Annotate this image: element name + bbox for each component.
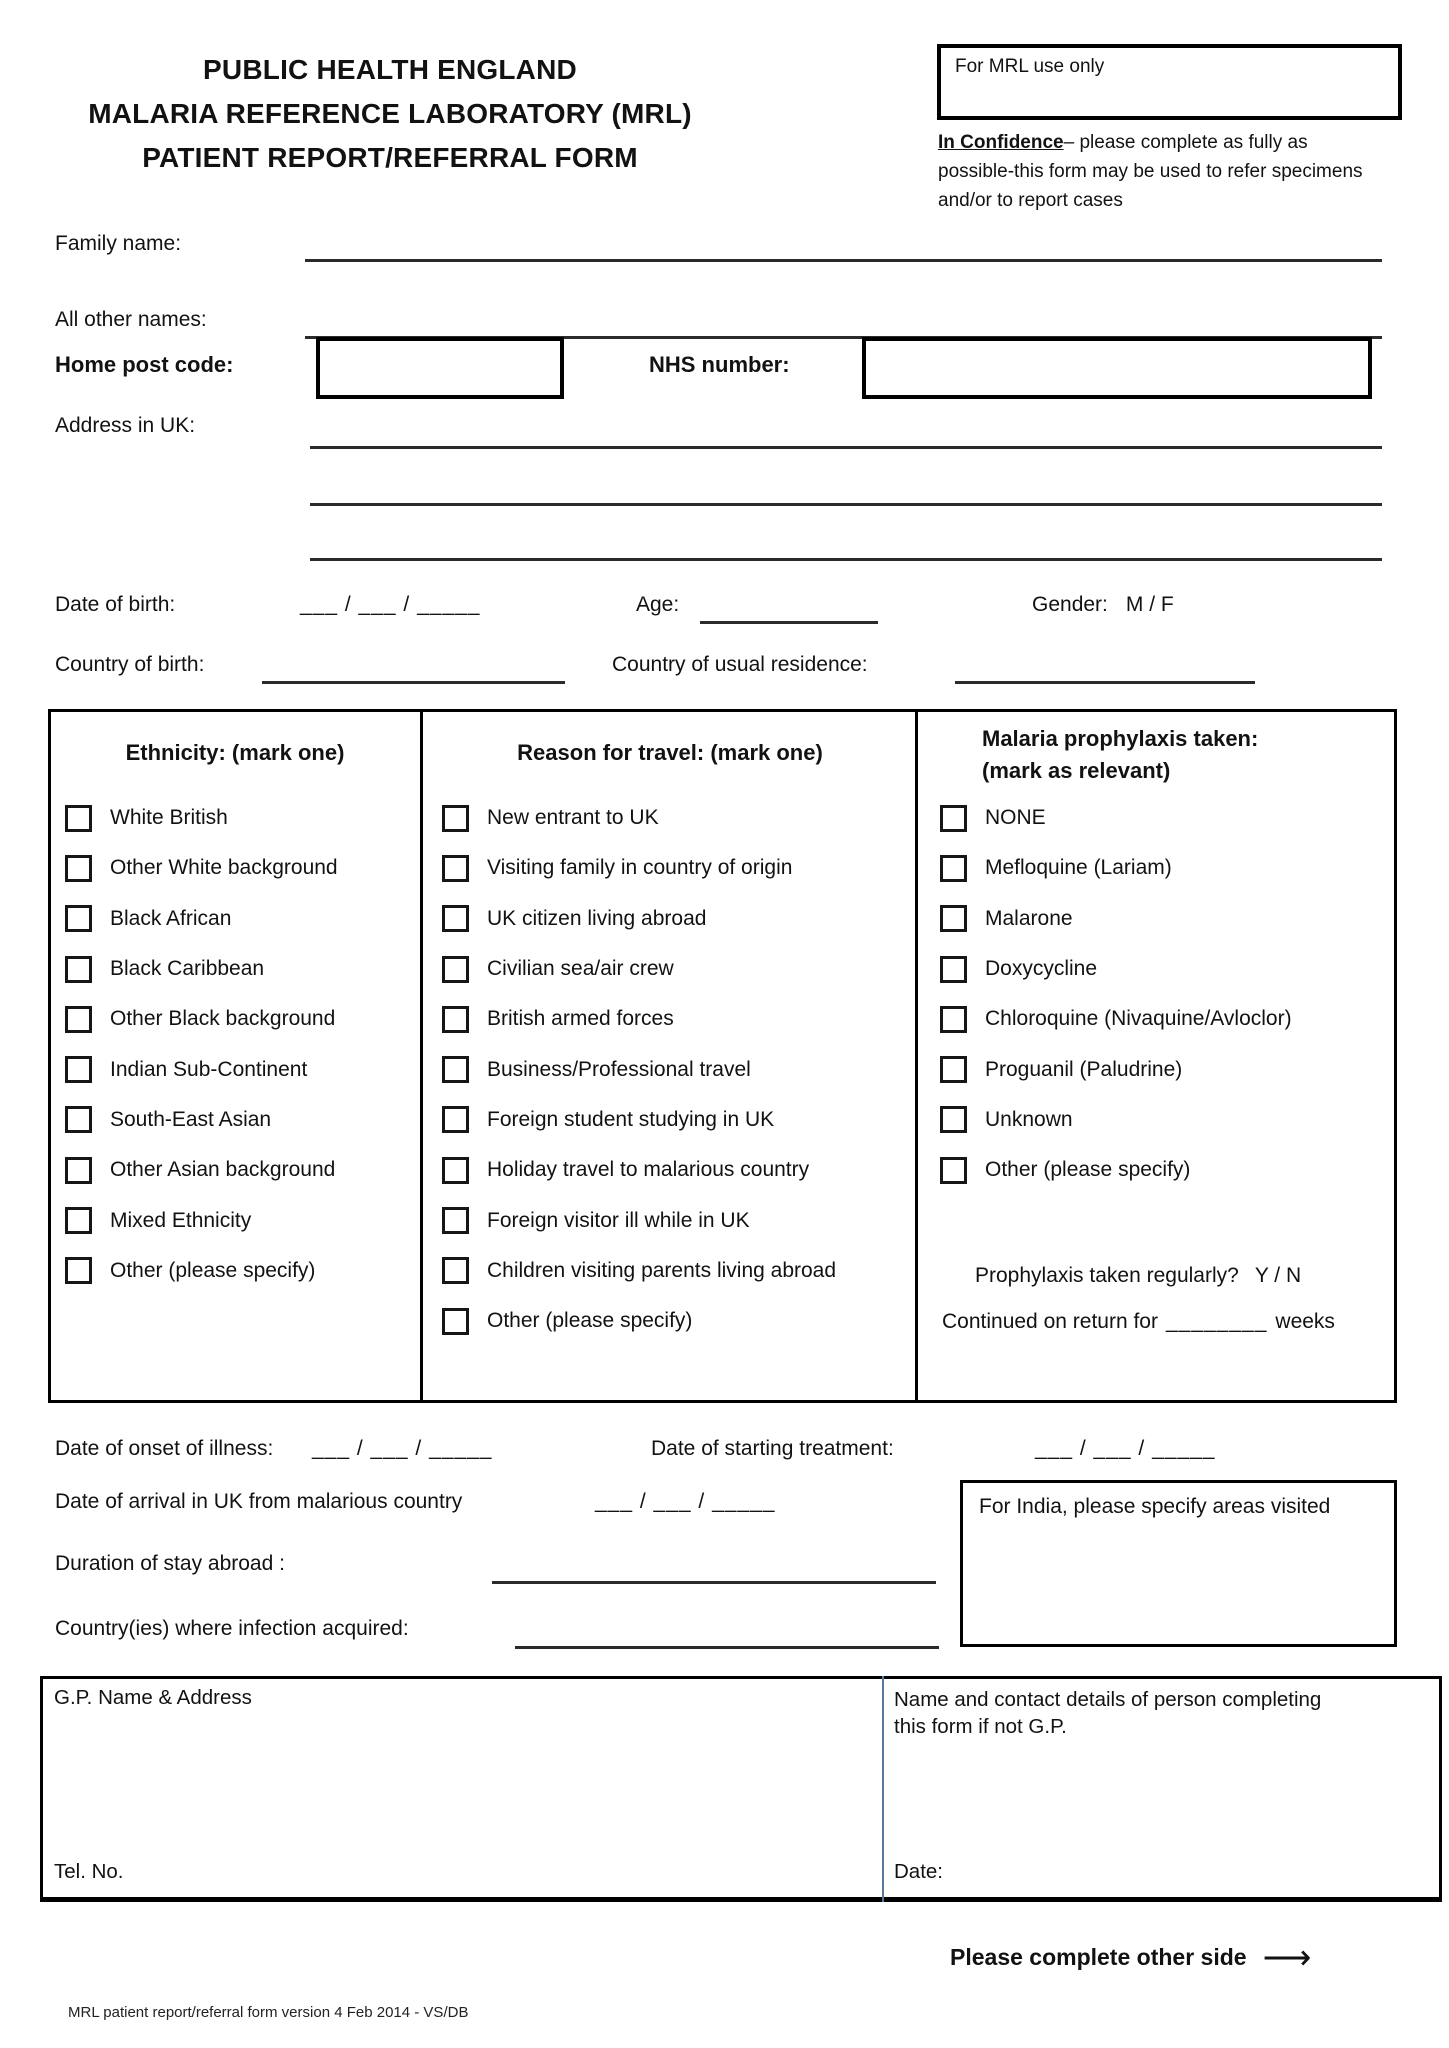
- checkbox[interactable]: [65, 1006, 92, 1033]
- checkbox-label: Black African: [110, 906, 232, 930]
- checkbox-label: White British: [110, 806, 228, 830]
- travel-option-row: [442, 1246, 836, 1296]
- ethnicity-option-row: [65, 894, 338, 944]
- checkbox[interactable]: [65, 956, 92, 983]
- travel-option-row: [442, 1296, 836, 1346]
- form-completer-label: Name and contact details of person completing this form if not G.P.: [894, 1688, 1322, 1738]
- prophylaxis-option-row: [940, 1095, 1292, 1145]
- checkbox-label: Foreign student studying in UK: [487, 1107, 775, 1131]
- checkbox-label: South-East Asian: [110, 1107, 272, 1131]
- checkbox-label: Other White background: [110, 856, 338, 880]
- family-name-blank-line[interactable]: [305, 259, 1382, 262]
- checkbox[interactable]: [940, 1106, 967, 1133]
- confidence-note-rest: – please complete as fully as possible-this form may be used to refer specimens and/or to report cases: [938, 132, 1363, 211]
- checkbox-label: Civilian sea/air crew: [487, 957, 674, 981]
- checkbox[interactable]: [65, 1157, 92, 1184]
- checkbox-label: Mixed Ethnicity: [110, 1208, 252, 1232]
- checkbox[interactable]: [65, 905, 92, 932]
- checkbox[interactable]: [940, 1056, 967, 1083]
- confidence-note: [938, 128, 1383, 215]
- country-of-birth-label: Country of birth:: [55, 653, 205, 676]
- checkbox[interactable]: [940, 956, 967, 983]
- checkbox[interactable]: [442, 1056, 469, 1083]
- checkbox[interactable]: [442, 1106, 469, 1133]
- checkbox[interactable]: [442, 1207, 469, 1234]
- mrl-use-only-label: For MRL use only: [955, 56, 1105, 77]
- ethnicity-header: Ethnicity: (mark one): [125, 740, 345, 765]
- checkbox-label: NONE: [985, 806, 1046, 830]
- travel-option-row: [442, 1195, 836, 1245]
- ethnicity-option-row: [65, 944, 338, 994]
- checkbox[interactable]: [65, 1106, 92, 1133]
- dob-blank[interactable]: ___ / ___ / _____: [300, 593, 481, 616]
- checkbox-label: Doxycycline: [985, 957, 1098, 981]
- other-names-label: All other names:: [55, 308, 207, 331]
- prophylaxis-option-row: [940, 1145, 1292, 1195]
- mrl-use-only-box[interactable]: [937, 44, 1402, 120]
- checkbox[interactable]: [442, 905, 469, 932]
- post-code-box[interactable]: [316, 337, 564, 399]
- checkbox-label: Chloroquine (Nivaquine/Avloclor): [985, 1007, 1292, 1031]
- onset-date-blank[interactable]: ___ / ___ / _____: [312, 1437, 493, 1460]
- age-label: Age:: [636, 593, 680, 616]
- checkbox-label: Business/Professional travel: [487, 1057, 751, 1081]
- address-blank-line-3[interactable]: [310, 558, 1382, 561]
- checkbox-label: Indian Sub-Continent: [110, 1057, 308, 1081]
- checkbox-label: Mefloquine (Lariam): [985, 856, 1172, 880]
- checkbox[interactable]: [940, 1006, 967, 1033]
- prophylaxis-option-row: [940, 994, 1292, 1044]
- ethnicity-options: [65, 793, 338, 1296]
- travel-option-row: [442, 1145, 836, 1195]
- infection-countries-blank-line[interactable]: [515, 1646, 939, 1649]
- india-areas-note: For India, please specify areas visited: [979, 1495, 1331, 1518]
- gp-tel-label: Tel. No.: [54, 1860, 124, 1883]
- address-label: Address in UK:: [55, 414, 196, 437]
- prophylaxis-option-row: [940, 894, 1292, 944]
- treatment-date-label: Date of starting treatment:: [651, 1437, 894, 1460]
- panel-divider-1: [420, 709, 423, 1403]
- treatment-date-blank[interactable]: ___ / ___ / _____: [1035, 1437, 1216, 1460]
- prophylaxis-option-row: [940, 944, 1292, 994]
- prophylaxis-regularly-row: [975, 1264, 1301, 1288]
- checkbox[interactable]: [442, 855, 469, 882]
- checkbox[interactable]: [65, 1056, 92, 1083]
- checkbox-label: Malarone: [985, 906, 1073, 930]
- checkbox-label: UK citizen living abroad: [487, 906, 707, 930]
- prophylaxis-continued-label: Continued on return for: [942, 1310, 1158, 1333]
- travel-option-row: [442, 944, 836, 994]
- checkbox-label: New entrant to UK: [487, 806, 659, 830]
- dob-label: Date of birth:: [55, 593, 176, 616]
- address-blank-line-2[interactable]: [310, 503, 1382, 506]
- country-of-residence-label: Country of usual residence:: [612, 653, 868, 676]
- onset-date-label: Date of onset of illness:: [55, 1437, 274, 1460]
- prophylaxis-regularly-options[interactable]: Y / N: [1254, 1264, 1302, 1287]
- family-name-label: Family name:: [55, 232, 182, 255]
- form-title: [60, 48, 720, 180]
- checkbox-label: Other Asian background: [110, 1158, 336, 1182]
- gender-label: Gender:: [1032, 593, 1108, 616]
- prophylaxis-header-line1: Malaria prophylaxis taken:: [982, 726, 1259, 751]
- complete-other-side-note: [950, 1938, 1312, 1977]
- ethnicity-option-row: [65, 793, 338, 843]
- checkbox[interactable]: [442, 1257, 469, 1284]
- checkbox-label: Other Black background: [110, 1007, 336, 1031]
- prophylaxis-option-row: [940, 793, 1292, 843]
- arrival-date-blank[interactable]: ___ / ___ / _____: [595, 1490, 776, 1513]
- checkbox[interactable]: [65, 805, 92, 832]
- checkbox[interactable]: [442, 1157, 469, 1184]
- form-title-line2: MALARIA REFERENCE LABORATORY (MRL): [88, 98, 692, 129]
- gender-row: [1032, 593, 1174, 617]
- checkbox-label: Other (please specify): [985, 1158, 1191, 1182]
- checkbox[interactable]: [442, 956, 469, 983]
- ethnicity-option-row: [65, 1195, 338, 1245]
- prophylaxis-option-row: [940, 843, 1292, 893]
- post-code-label: Home post code:: [55, 352, 234, 377]
- checkbox[interactable]: [940, 805, 967, 832]
- panel-divider-2: [915, 709, 918, 1403]
- form-version-text: MRL patient report/referral form version 4 Feb 2014 - VS/DB: [68, 2004, 469, 2021]
- ethnicity-option-row: [65, 1145, 338, 1195]
- travel-option-row: [442, 994, 836, 1044]
- arrow-right-icon: ⟶: [1262, 1938, 1312, 1977]
- form-title-line1: PUBLIC HEALTH ENGLAND: [203, 54, 577, 85]
- gender-options[interactable]: M / F: [1125, 593, 1174, 616]
- address-blank-line-1[interactable]: [310, 446, 1382, 449]
- travel-option-row: [442, 843, 836, 893]
- complete-other-side-text: Please complete other side: [950, 1944, 1247, 1970]
- checkbox-label: Other (please specify): [110, 1258, 316, 1282]
- checkbox[interactable]: [940, 905, 967, 932]
- nhs-number-label: NHS number:: [649, 352, 790, 377]
- checkbox-label: Visiting family in country of origin: [487, 856, 793, 880]
- checkbox[interactable]: [65, 1257, 92, 1284]
- india-areas-box[interactable]: [960, 1480, 1397, 1647]
- ethnicity-option-row: [65, 994, 338, 1044]
- travel-reason-options: [442, 793, 836, 1346]
- completion-date-label: Date:: [894, 1860, 943, 1883]
- checkbox-label: Unknown: [985, 1107, 1073, 1131]
- ethnicity-option-row: [65, 1246, 338, 1296]
- checkbox[interactable]: [442, 1006, 469, 1033]
- confidence-note-bold: In Confidence: [938, 132, 1064, 153]
- travel-option-row: [442, 793, 836, 843]
- travel-option-row: [442, 894, 836, 944]
- checkbox-label: British armed forces: [487, 1007, 674, 1031]
- prophylaxis-option-row: [940, 1044, 1292, 1094]
- duration-abroad-blank-line[interactable]: [492, 1581, 936, 1584]
- checkbox-label: Black Caribbean: [110, 957, 265, 981]
- prophylaxis-header: [982, 723, 1258, 787]
- travel-option-row: [442, 1044, 836, 1094]
- ethnicity-option-row: [65, 1044, 338, 1094]
- checkbox[interactable]: [65, 855, 92, 882]
- checkbox[interactable]: [940, 855, 967, 882]
- country-of-residence-blank-line[interactable]: [955, 681, 1255, 684]
- prophylaxis-continued-row: [942, 1310, 1335, 1334]
- prophylaxis-continued-suffix: weeks: [1275, 1310, 1335, 1333]
- checkbox-label: Children visiting parents living abroad: [487, 1258, 837, 1282]
- prophylaxis-regularly-label: Prophylaxis taken regularly?: [975, 1264, 1239, 1287]
- gp-name-address-label: G.P. Name & Address: [54, 1686, 252, 1709]
- nhs-number-box[interactable]: [862, 337, 1372, 399]
- checkbox[interactable]: [442, 1308, 469, 1335]
- infection-countries-label: Country(ies) where infection acquired:: [55, 1617, 409, 1640]
- prophylaxis-header-line2: (mark as relevant): [982, 758, 1171, 783]
- checkbox-label: Foreign visitor ill while in UK: [487, 1208, 750, 1232]
- travel-reason-header: Reason for travel: (mark one): [517, 740, 823, 765]
- ethnicity-option-row: [65, 843, 338, 893]
- checkbox-label: Proguanil (Paludrine): [985, 1057, 1183, 1081]
- checkbox[interactable]: [940, 1157, 967, 1184]
- arrival-date-label: Date of arrival in UK from malarious country: [55, 1490, 463, 1513]
- checkbox-label: Holiday travel to malarious country: [487, 1158, 810, 1182]
- gp-box-divider: [882, 1676, 884, 1902]
- ethnicity-option-row: [65, 1095, 338, 1145]
- prophylaxis-options: [940, 793, 1292, 1195]
- checkbox-label: Other (please specify): [487, 1309, 693, 1333]
- country-of-birth-blank-line[interactable]: [262, 681, 565, 684]
- prophylaxis-continued-blank[interactable]: ________: [1165, 1310, 1268, 1333]
- age-blank-line[interactable]: [700, 621, 878, 624]
- duration-abroad-label: Duration of stay abroad :: [55, 1552, 285, 1575]
- form-title-line3: PATIENT REPORT/REFERRAL FORM: [142, 142, 638, 173]
- checkbox[interactable]: [65, 1207, 92, 1234]
- checkbox[interactable]: [442, 805, 469, 832]
- travel-option-row: [442, 1095, 836, 1145]
